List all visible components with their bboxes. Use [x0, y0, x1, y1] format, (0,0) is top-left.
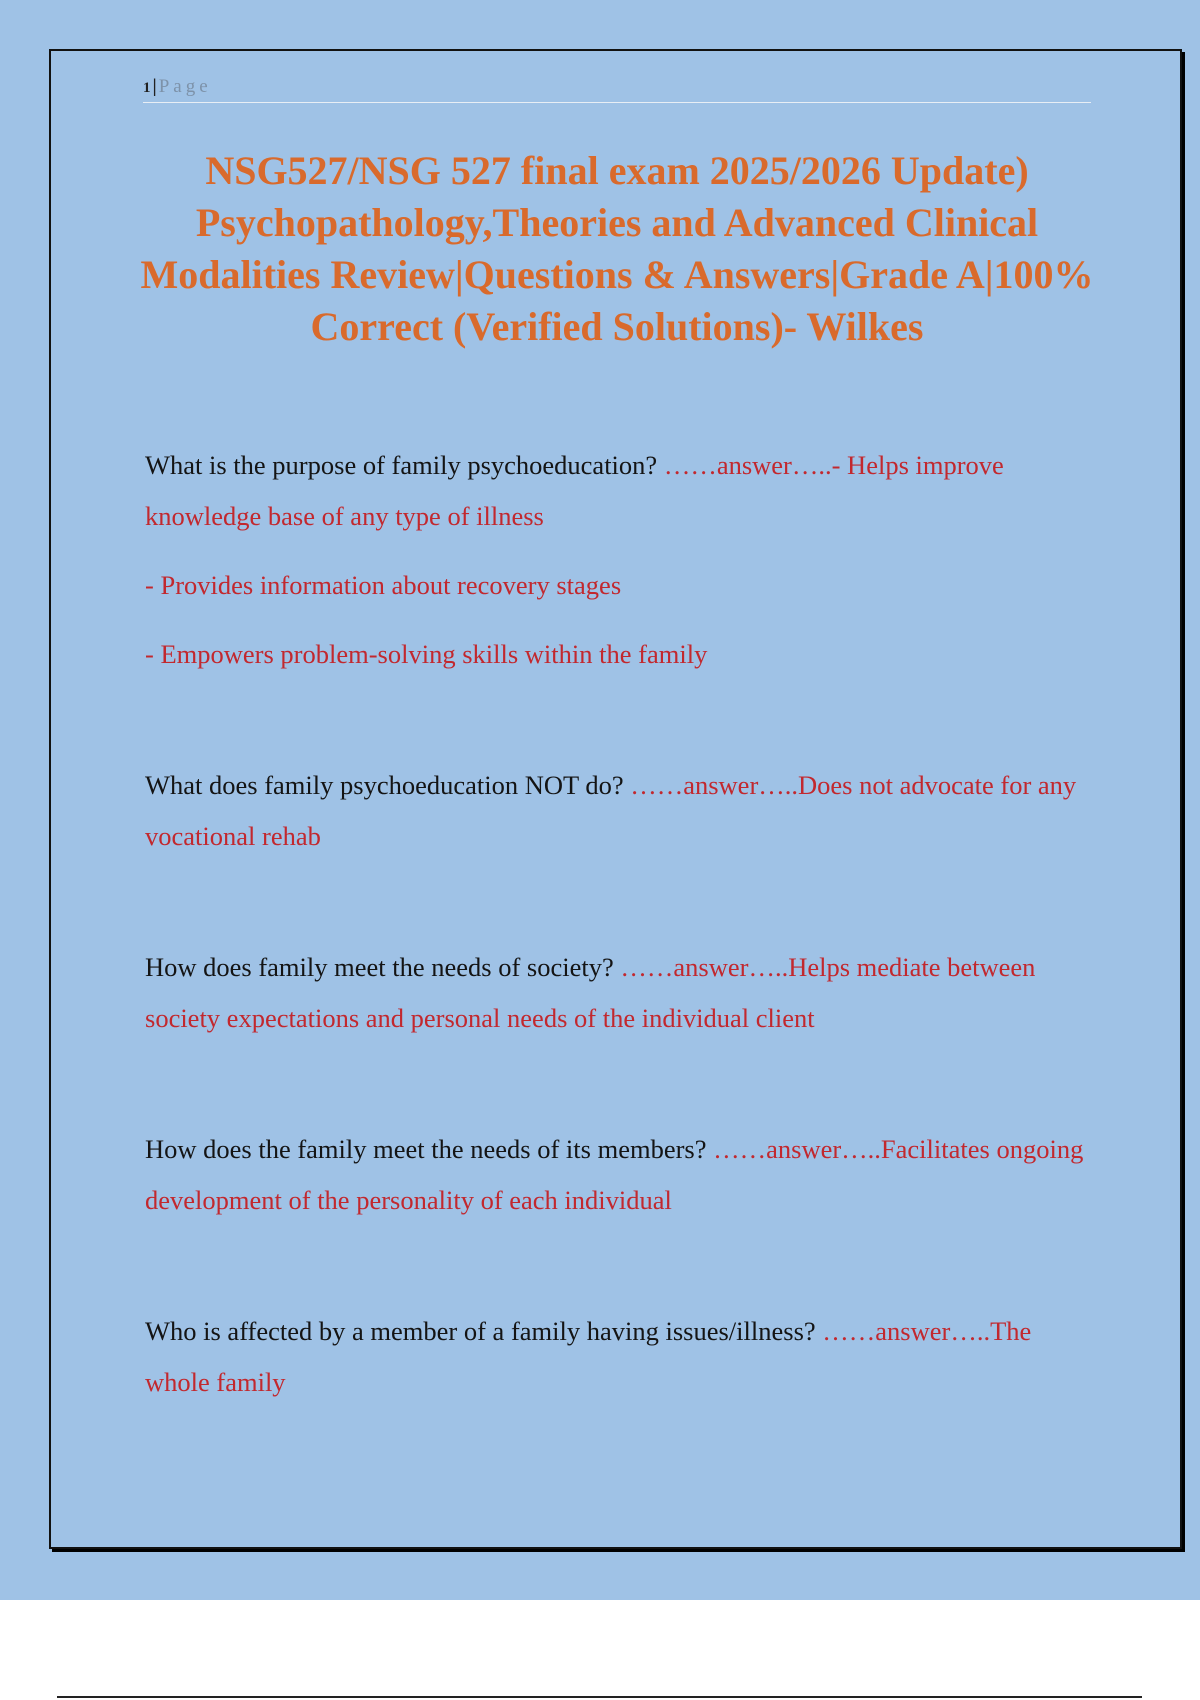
qa-item [145, 942, 1095, 1044]
question-text: What is the purpose of family psychoeducation? [145, 450, 658, 480]
answer-text: ……answer…..- Helps improve knowledge base of any type of illness [145, 450, 1004, 531]
question-text: Who is affected by a member of a family having issues/illness? [145, 1316, 816, 1346]
answer-bullet: - Empowers problem-solving skills within the family [145, 639, 708, 669]
answer-text: ……answer…..Does not advocate for any vocational rehab [145, 770, 1077, 851]
bottom-divider [57, 1696, 1142, 1698]
qa-item [145, 1306, 1095, 1408]
page-header [143, 72, 1091, 103]
answer-bullet: - Provides information about recovery stages [145, 570, 622, 600]
page-word: Page [158, 76, 212, 97]
question-text: How does family meet the needs of society? [145, 952, 614, 982]
qa-item [145, 760, 1095, 862]
answer-text: ……answer…..The whole family [145, 1316, 1032, 1397]
page-separator: | [152, 76, 157, 97]
qa-item [145, 440, 1095, 542]
question-text: How does the family meet the needs of its members? [145, 1134, 707, 1164]
qa-item [145, 1124, 1095, 1226]
answer-text: ……answer…..Helps mediate between society expectations and personal needs of the individual client [145, 952, 1036, 1033]
question-text: What does family psychoeducation NOT do? [145, 770, 624, 800]
qa-list [145, 440, 1095, 1408]
document-title: NSG527/NSG 527 final exam 2025/2026 Update) Psychopathology,Theories and Advanced Clinical Modalities Review|Questions & Answers|Grade A|100% Correct (Verified Solutions)- Wilkes [140, 148, 1094, 349]
answer-text: ……answer…..Facilitates ongoing development of the personality of each individual [145, 1134, 1084, 1215]
page-number: 1 [143, 80, 151, 96]
